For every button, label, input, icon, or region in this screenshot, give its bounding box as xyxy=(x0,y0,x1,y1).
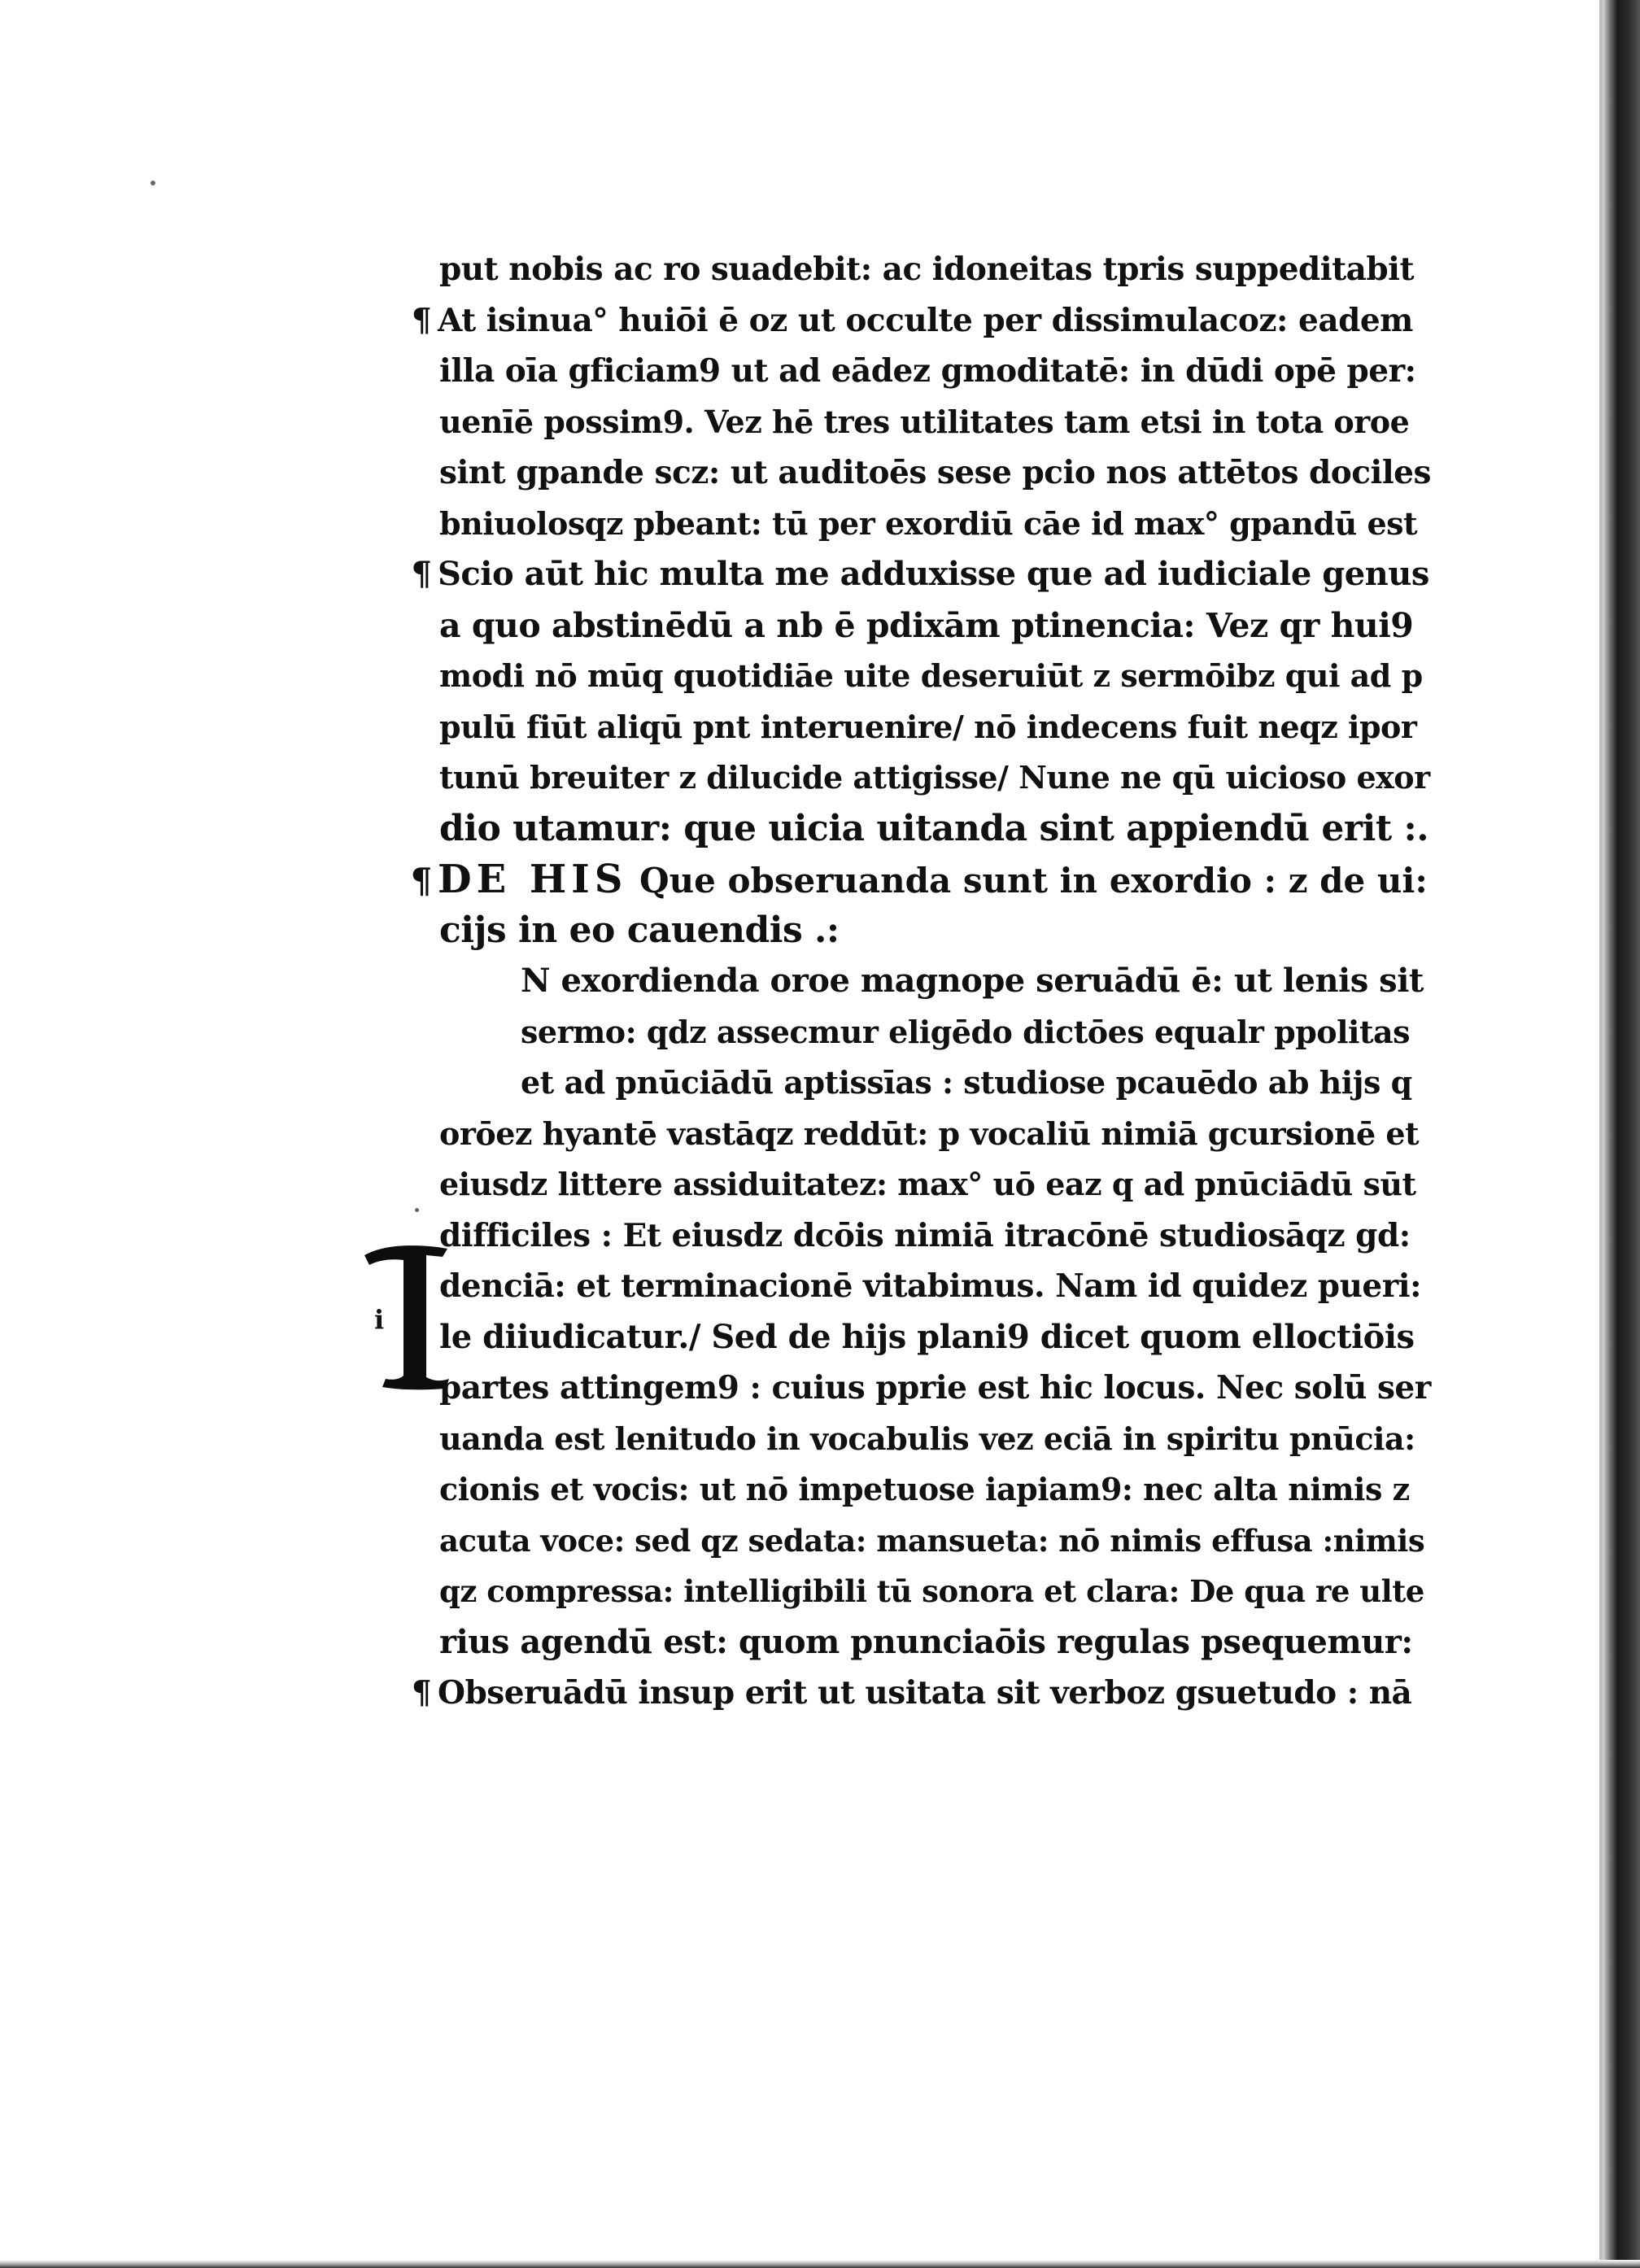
paper-speck xyxy=(150,181,155,185)
text-line-4: uenīē possim9. Vez hē tres utilitates tam etsi in tota oroe xyxy=(439,403,1410,440)
text-line-18: orōez hyantē vastāqz reddūt: p vocaliū nimiā gcursionē et xyxy=(439,1114,1420,1152)
text-line-2-content: At isinua° huiōi ē oz ut occulte per dissimulacoz: eadem xyxy=(438,301,1413,339)
text-line-5: sint gpande scz: ut auditoēs sese pcio nos attētos dociles xyxy=(439,454,1431,491)
page-spine-shadow xyxy=(1603,0,1640,2268)
text-line-10: pulū fiūt aliqū pnt interuenire/ nō indecens fuit neqz ipor xyxy=(439,708,1417,745)
text-line-6: bniuolosqz pbeant: tū per exordiū cāe id max° gpandū est xyxy=(439,504,1418,542)
text-line-27: qz compressa: intelligibili tū sonora et clara: De qua re ulte xyxy=(439,1573,1424,1609)
text-line-25: cionis et vocis: ut nō impetuose iapiam9: nec alta nimis z xyxy=(439,1471,1410,1507)
text-line-29 xyxy=(411,1668,1432,1719)
text-line-12: dio utamur: que uicia uitanda sint appiendū erit :. xyxy=(439,807,1429,849)
text-line-8: a quo abstinēdū a nb ē pdixām ptinencia: Vez qr hui9 xyxy=(439,605,1414,645)
paper-speck xyxy=(415,1208,419,1212)
page-bottom-edge xyxy=(0,2260,1640,2268)
text-line-20: difficiles : Et eiusdz dcōis nimiā itracōnē studiosāqz gd: xyxy=(439,1216,1411,1254)
text-line-3: illa oīa gficiam9 ut ad eādez gmoditatē: in dūdi opē per: xyxy=(439,352,1416,390)
text-line-29-content: Obseruādū insup erit ut usitata sit verboz gsuetudo : nā xyxy=(438,1674,1412,1712)
section-heading xyxy=(410,854,1432,905)
text-line-19: eiusdz littere assiduitatez: max° uō eaz q ad pnūciādū sūt xyxy=(439,1166,1416,1202)
text-line-7 xyxy=(411,549,1432,600)
heading-rest: Que obseruanda sunt in exordio : z de ui: xyxy=(639,861,1428,901)
text-line-14: cijs in eo cauendis .: xyxy=(439,909,840,951)
text-line-26: acuta voce: sed qz sedata: mansueta: nō nimis effusa :nimis xyxy=(439,1522,1425,1559)
text-line-15: N exordienda oroe magnope seruādū ē: ut lenis sit xyxy=(521,962,1424,1000)
text-line-2 xyxy=(411,295,1432,347)
text-line-17: et ad pnūciādū aptissīas : studiose pcauēdo ab hijs q xyxy=(521,1064,1412,1101)
paragraph-mark-icon: ¶ xyxy=(411,555,432,593)
text-line-16: sermo: qdz assecmur eligēdo dictōes equalr ppolitas xyxy=(521,1013,1411,1050)
incunable-text-block xyxy=(374,244,1432,1719)
text-line-11: tunū breuiter z dilucide attigisse/ Nune ne qū uicioso exor xyxy=(439,759,1430,796)
text-line-1: put nobis ac ro suadebit: ac idoneitas tpris suppeditabit xyxy=(439,251,1414,288)
marginal-guide-letter: i xyxy=(374,1304,385,1335)
paragraph-mark-icon: ¶ xyxy=(411,1674,432,1712)
heading-caps: DE HIS xyxy=(438,857,628,902)
paragraph-mark-icon: ¶ xyxy=(411,301,432,339)
text-line-22: le diiudicatur./ Sed de hijs plani9 dicet quom elloctiōis xyxy=(439,1317,1415,1356)
text-line-21: denciā: et terminacionē vitabimus. Nam id quidez pueri: xyxy=(439,1267,1421,1305)
text-line-24: uanda est lenitudo in vocabulis vez eciā in spiritu pnūcia: xyxy=(439,1420,1415,1457)
text-line-23: partes attingem9 : cuius pprie est hic locus. Nec solū ser xyxy=(439,1369,1431,1407)
paragraph-mark-icon: ¶ xyxy=(410,861,433,901)
text-line-28: rius agendū est: quom pnunciaōis regulas psequemur: xyxy=(439,1622,1413,1661)
text-line-9: modi nō mūq quotidiāe uite deseruiūt z sermōibz qui ad p xyxy=(439,657,1423,694)
text-line-7-content: Scio aūt hic multa me adduxisse que ad iudiciale genus xyxy=(438,555,1429,593)
